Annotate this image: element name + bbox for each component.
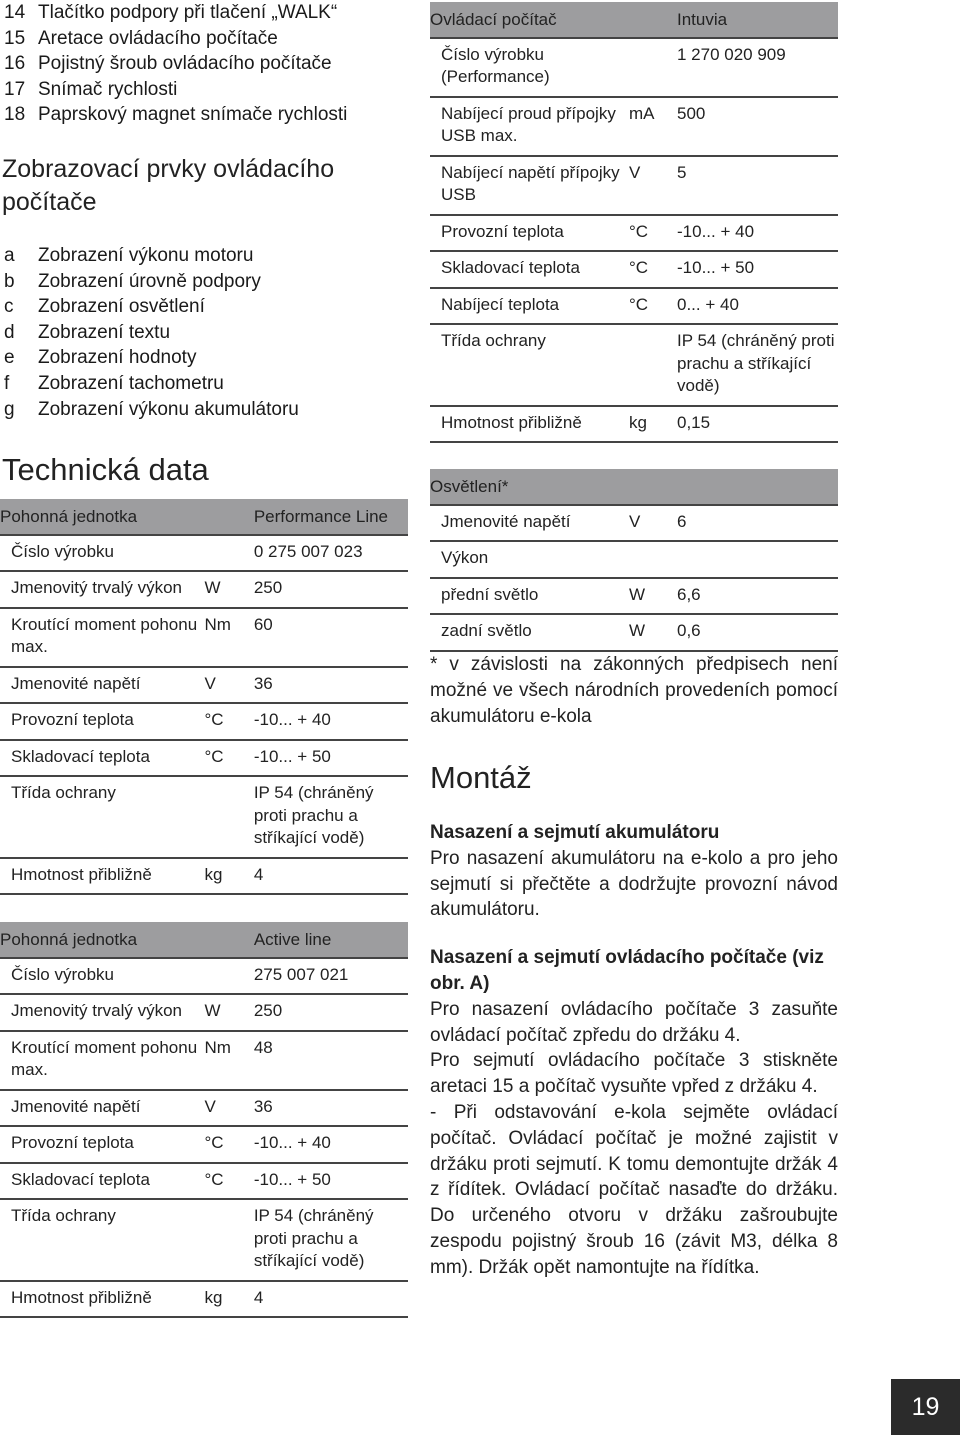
page-number: 19 (891, 1379, 960, 1435)
row-value: 36 (254, 667, 408, 704)
row-value: 250 (254, 994, 408, 1031)
table-row (0, 1199, 408, 1281)
display-list-item (4, 397, 404, 423)
row-value: -10... + 50 (254, 740, 408, 777)
row-label: Nabíjecí proud přípojky USB max. (430, 97, 629, 156)
display-item-label: Zobrazení tachometru (38, 372, 224, 394)
display-item-letter: f (4, 372, 10, 394)
row-label: Třída ochrany (0, 1199, 205, 1281)
row-label: Číslo výrobku (0, 958, 205, 995)
subheader-label: Výkon (430, 541, 838, 578)
row-label: Jmenovité napětí (0, 1090, 205, 1127)
row-unit: Nm (205, 1031, 254, 1090)
display-list-item (4, 345, 404, 371)
row-label: Číslo výrobku (0, 535, 205, 572)
lighting-footnote: * v závislosti na zákonných předpisech není možné ve všech národních provedeních pomocí akumulátoru e-kola (430, 654, 838, 727)
display-item-letter: e (4, 347, 15, 369)
active-drive-table (0, 922, 408, 1318)
row-label: Skladovací teplota (0, 1163, 205, 1200)
display-item-label: Zobrazení výkonu akumulátoru (38, 398, 299, 420)
part-label: Tlačítko podpory při tlačení „WALK“ (38, 2, 338, 23)
display-item-letter: b (4, 270, 15, 292)
display-item-label: Zobrazení výkonu motoru (38, 245, 254, 266)
display-section-title: Zobrazovací prvky ovládacího počítače (2, 155, 335, 216)
display-item-letter: c (4, 296, 14, 318)
parts-list-item (4, 0, 404, 26)
row-value: 48 (254, 1031, 408, 1090)
table-row (0, 1163, 408, 1200)
row-label: Hmotnost přibližně (430, 406, 629, 443)
row-unit: kg (629, 406, 677, 443)
row-label: Hmotnost přibližně (0, 858, 205, 895)
row-label: Jmenovitý trvalý výkon (0, 994, 205, 1031)
row-value: IP 54 (chráněný proti prachu a stříkající vodě) (254, 1199, 408, 1281)
display-item-label: Zobrazení úrovně podpory (38, 270, 261, 292)
battery-mount-title: Nasazení a sejmutí akumulátoru (430, 822, 720, 843)
parts-list-item (4, 51, 404, 77)
row-label: Provozní teplota (0, 703, 205, 740)
table-row (0, 994, 408, 1031)
table-row (430, 288, 838, 325)
table-row (430, 578, 838, 615)
row-unit: Nm (205, 608, 254, 667)
lighting-table (430, 469, 838, 652)
row-unit (629, 324, 677, 406)
row-value: 500 (677, 97, 838, 156)
table-row (430, 38, 838, 97)
header-value: Active line (254, 922, 408, 958)
row-unit: kg (205, 1281, 254, 1318)
row-label: Třída ochrany (430, 324, 629, 406)
controller-mount-title: Nasazení a sejmutí ovládacího počítače (viz obr. A) (430, 947, 824, 994)
row-unit: W (629, 614, 677, 651)
battery-mount-text: Pro nasazení akumulátoru na e-kolo a pro jeho sejmutí si přečtěte a dodržujte provozní návod akumulátoru. (430, 847, 838, 921)
row-unit: °C (629, 288, 677, 325)
display-list-item (4, 269, 404, 295)
row-value: 36 (254, 1090, 408, 1127)
row-unit: V (629, 156, 677, 215)
part-label: Snímač rychlosti (38, 78, 178, 100)
controller-mount-p1: Pro nasazení ovládacího počítače 3 zasuňte ovládací počítač zpředu do držáku 4. (430, 998, 838, 1046)
row-unit: W (205, 571, 254, 608)
row-value: -10... + 40 (254, 703, 408, 740)
header-label: Pohonná jednotka (0, 499, 205, 535)
table-row (430, 406, 838, 443)
row-unit: °C (205, 703, 254, 740)
table-row (0, 535, 408, 572)
row-unit: V (629, 505, 677, 542)
header-value (677, 469, 838, 505)
row-label: Provozní teplota (430, 215, 629, 252)
row-value: -10... + 50 (677, 251, 838, 288)
part-label: Aretace ovládacího počítače (38, 27, 278, 49)
table-header-row (0, 499, 408, 535)
row-unit: °C (629, 251, 677, 288)
row-value: 6 (677, 505, 838, 542)
row-unit (629, 38, 677, 97)
row-value: 0 275 007 023 (254, 535, 408, 572)
row-unit (205, 535, 254, 572)
header-value: Performance Line (254, 499, 408, 535)
table-row (430, 505, 838, 542)
display-item-letter: d (4, 321, 15, 343)
row-label: Jmenovité napětí (430, 505, 629, 542)
part-label: Paprskový magnet snímače rychlosti (38, 104, 348, 126)
header-spacer (205, 499, 254, 535)
header-value: Intuvia (677, 2, 838, 38)
display-items-list (4, 243, 404, 422)
row-unit (205, 776, 254, 858)
display-list-item (4, 294, 404, 320)
controller-mount-p2: Pro sejmutí ovládacího počítače 3 stiskněte aretaci 15 a počítač vysuňte vpřed z držáku 4. (430, 1050, 838, 1098)
row-unit: mA (629, 97, 677, 156)
row-label: zadní světlo (430, 614, 629, 651)
row-value: 1 270 020 909 (677, 38, 838, 97)
table-row (0, 1031, 408, 1090)
header-label: Osvětlení* (430, 469, 629, 505)
montaz-content (430, 820, 838, 1281)
row-unit: °C (629, 215, 677, 252)
row-label: Jmenovité napětí (0, 667, 205, 704)
row-value: 6,6 (677, 578, 838, 615)
part-number: 18 (4, 104, 26, 126)
row-unit: W (205, 994, 254, 1031)
row-label: Hmotnost přibližně (0, 1281, 205, 1318)
table-row (430, 215, 838, 252)
part-number: 16 (4, 53, 26, 75)
row-unit: V (205, 1090, 254, 1127)
row-label: Kroutící moment pohonu max. (0, 608, 205, 667)
row-unit: °C (205, 1126, 254, 1163)
header-spacer (629, 469, 677, 505)
row-label: Nabíjecí teplota (430, 288, 629, 325)
row-label: Nabíjecí napětí přípojky USB (430, 156, 629, 215)
header-label: Ovládací počítač (430, 2, 629, 38)
header-label: Pohonná jednotka (0, 922, 205, 958)
table-header-row (0, 922, 408, 958)
row-unit (205, 1199, 254, 1281)
table-row (430, 324, 838, 406)
header-spacer (629, 2, 677, 38)
parts-list (4, 0, 404, 128)
table-row (0, 958, 408, 995)
parts-list-item (4, 102, 404, 128)
display-item-letter: g (4, 398, 15, 420)
display-item-letter: a (4, 245, 15, 266)
display-list-item (4, 371, 404, 397)
performance-drive-table (0, 499, 408, 895)
row-unit (205, 958, 254, 995)
row-unit: °C (205, 1163, 254, 1200)
table-header-row (430, 2, 838, 38)
row-unit: kg (205, 858, 254, 895)
table-header-row (430, 469, 838, 505)
table-row (0, 776, 408, 858)
table-row (0, 667, 408, 704)
controller-table (430, 2, 838, 443)
part-number: 15 (4, 27, 26, 49)
table-subheader-row (430, 541, 838, 578)
row-value: -10... + 40 (677, 215, 838, 252)
part-number: 17 (4, 78, 26, 100)
row-value: 4 (254, 858, 408, 895)
row-value: -10... + 50 (254, 1163, 408, 1200)
table-row (430, 614, 838, 651)
controller-mount-p3: - Při odstavování e-kola sejměte ovládací počítač. Ovládací počítač je možné zajistit v držáku proti sejmutí. K tomu demontujte držák 4 z řídítek. Ovládací počítač nasaďte do držáku. Do určeného otvoru v držáku zašroubujte zespodu pojistný šroub 16 (závit M3, délka 8 mm). Držák opět namontujte na řídítka. (430, 1101, 838, 1278)
row-label: Skladovací teplota (430, 251, 629, 288)
row-value: 60 (254, 608, 408, 667)
table-row (0, 1281, 408, 1318)
display-item-label: Zobrazení osvětlení (38, 296, 205, 318)
table-row (430, 156, 838, 215)
row-value: 0... + 40 (677, 288, 838, 325)
row-value: IP 54 (chráněný proti prachu a stříkající vodě) (254, 776, 408, 858)
table-row (0, 1090, 408, 1127)
table-row (0, 858, 408, 895)
header-spacer (205, 922, 254, 958)
table-row (0, 571, 408, 608)
table-row (430, 97, 838, 156)
part-label: Pojistný šroub ovládacího počítače (38, 53, 332, 75)
display-list-item (4, 243, 404, 269)
part-number: 14 (4, 2, 26, 23)
table-row (0, 740, 408, 777)
row-unit: V (205, 667, 254, 704)
display-item-label: Zobrazení textu (38, 321, 171, 343)
row-value: -10... + 40 (254, 1126, 408, 1163)
row-unit: W (629, 578, 677, 615)
row-value: 5 (677, 156, 838, 215)
parts-list-item (4, 26, 404, 52)
row-label: Číslo výrobku (Performance) (430, 38, 629, 97)
row-value: IP 54 (chráněný proti prachu a stříkající vodě) (677, 324, 838, 406)
table-row (0, 703, 408, 740)
table-row (0, 1126, 408, 1163)
row-label: Kroutící moment pohonu max. (0, 1031, 205, 1090)
tech-data-title: Technická data (2, 452, 209, 487)
row-label: Provozní teplota (0, 1126, 205, 1163)
row-value: 250 (254, 571, 408, 608)
montaz-title: Montáž (430, 760, 532, 795)
display-list-item (4, 320, 404, 346)
parts-list-item (4, 77, 404, 103)
row-value: 0,15 (677, 406, 838, 443)
row-value: 275 007 021 (254, 958, 408, 995)
row-label: Skladovací teplota (0, 740, 205, 777)
table-row (0, 608, 408, 667)
row-value: 4 (254, 1281, 408, 1318)
row-label: Třída ochrany (0, 776, 205, 858)
row-label: přední světlo (430, 578, 629, 615)
table-row (430, 251, 838, 288)
display-item-label: Zobrazení hodnoty (38, 347, 197, 369)
row-value: 0,6 (677, 614, 838, 651)
row-unit: °C (205, 740, 254, 777)
row-label: Jmenovitý trvalý výkon (0, 571, 205, 608)
